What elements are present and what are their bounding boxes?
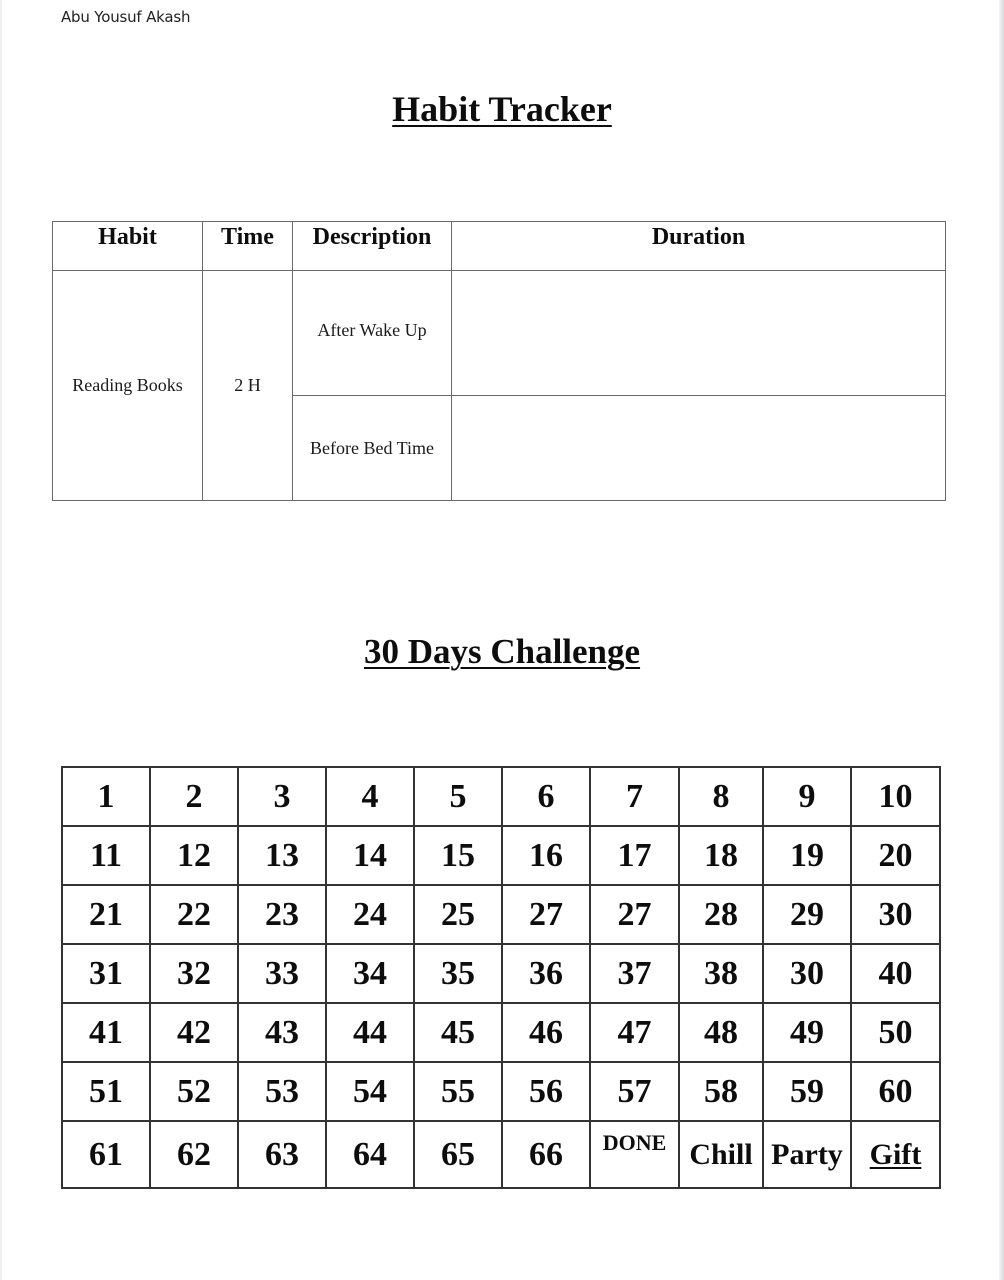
habit-name-cell: Reading Books bbox=[53, 271, 203, 501]
day-cell: 6 bbox=[502, 767, 590, 826]
day-cell: 3 bbox=[238, 767, 326, 826]
done-cell: DONE bbox=[590, 1121, 679, 1188]
habit-table bbox=[52, 221, 946, 501]
day-cell: 21 bbox=[62, 885, 150, 944]
day-cell: 60 bbox=[851, 1062, 940, 1121]
party-cell: Party bbox=[763, 1121, 851, 1188]
day-cell: 4 bbox=[326, 767, 414, 826]
description-cell: Before Bed Time bbox=[293, 396, 452, 501]
day-cell: 66 bbox=[502, 1121, 590, 1188]
day-cell: 16 bbox=[502, 826, 590, 885]
day-cell: 64 bbox=[326, 1121, 414, 1188]
day-cell: 28 bbox=[679, 885, 763, 944]
habit-time-cell: 2 H bbox=[203, 271, 293, 501]
author-name: Abu Yousuf Akash bbox=[61, 8, 191, 26]
day-cell: 19 bbox=[763, 826, 851, 885]
day-cell: 10 bbox=[851, 767, 940, 826]
day-cell: 52 bbox=[150, 1062, 238, 1121]
day-cell: 37 bbox=[590, 944, 679, 1003]
day-cell: 44 bbox=[326, 1003, 414, 1062]
header-duration: Duration bbox=[452, 222, 946, 271]
day-cell: 55 bbox=[414, 1062, 502, 1121]
day-cell: 40 bbox=[851, 944, 940, 1003]
day-cell: 29 bbox=[763, 885, 851, 944]
day-cell: 18 bbox=[679, 826, 763, 885]
day-cell: 9 bbox=[763, 767, 851, 826]
day-cell: 12 bbox=[150, 826, 238, 885]
header-habit: Habit bbox=[53, 222, 203, 271]
day-cell: 32 bbox=[150, 944, 238, 1003]
gift-cell bbox=[851, 1121, 940, 1188]
day-cell: 49 bbox=[763, 1003, 851, 1062]
day-cell: 50 bbox=[851, 1003, 940, 1062]
day-cell: 30 bbox=[763, 944, 851, 1003]
duration-cell bbox=[452, 271, 946, 396]
day-cell: 30 bbox=[851, 885, 940, 944]
day-cell: 5 bbox=[414, 767, 502, 826]
header-description: Description bbox=[293, 222, 452, 271]
day-cell: 33 bbox=[238, 944, 326, 1003]
day-cell: 38 bbox=[679, 944, 763, 1003]
description-cell: After Wake Up bbox=[293, 271, 452, 396]
day-cell: 54 bbox=[326, 1062, 414, 1121]
day-cell: 13 bbox=[238, 826, 326, 885]
day-cell: 53 bbox=[238, 1062, 326, 1121]
day-cell: 56 bbox=[502, 1062, 590, 1121]
chill-cell: Chill bbox=[679, 1121, 763, 1188]
header-time: Time bbox=[203, 222, 293, 271]
day-cell: 15 bbox=[414, 826, 502, 885]
day-cell: 48 bbox=[679, 1003, 763, 1062]
day-cell: 8 bbox=[679, 767, 763, 826]
day-cell: 34 bbox=[326, 944, 414, 1003]
day-cell: 27 bbox=[590, 885, 679, 944]
day-cell: 45 bbox=[414, 1003, 502, 1062]
day-cell: 25 bbox=[414, 885, 502, 944]
day-cell: 65 bbox=[414, 1121, 502, 1188]
habit-table-header-row bbox=[53, 222, 946, 271]
day-cell: 14 bbox=[326, 826, 414, 885]
day-cell: 2 bbox=[150, 767, 238, 826]
day-cell: 27 bbox=[502, 885, 590, 944]
challenge-row bbox=[62, 1003, 940, 1062]
day-cell: 17 bbox=[590, 826, 679, 885]
day-cell: 41 bbox=[62, 1003, 150, 1062]
day-cell: 51 bbox=[62, 1062, 150, 1121]
day-cell: 43 bbox=[238, 1003, 326, 1062]
day-cell: 46 bbox=[502, 1003, 590, 1062]
day-cell: 62 bbox=[150, 1121, 238, 1188]
day-cell: 47 bbox=[590, 1003, 679, 1062]
challenge-row bbox=[62, 885, 940, 944]
duration-cell bbox=[452, 396, 946, 501]
day-cell: 59 bbox=[763, 1062, 851, 1121]
day-cell: 24 bbox=[326, 885, 414, 944]
challenge-title: 30 Days Challenge bbox=[363, 632, 641, 671]
habit-tracker-title: Habit Tracker bbox=[392, 89, 612, 129]
day-cell: 57 bbox=[590, 1062, 679, 1121]
day-cell: 63 bbox=[238, 1121, 326, 1188]
challenge-row bbox=[62, 1062, 940, 1121]
gift-label: Gift bbox=[869, 1137, 922, 1171]
day-cell: 42 bbox=[150, 1003, 238, 1062]
day-cell: 31 bbox=[62, 944, 150, 1003]
habit-row bbox=[53, 271, 946, 396]
challenge-row bbox=[62, 767, 940, 826]
day-cell: 35 bbox=[414, 944, 502, 1003]
day-cell: 61 bbox=[62, 1121, 150, 1188]
day-cell: 58 bbox=[679, 1062, 763, 1121]
challenge-row bbox=[62, 1121, 940, 1188]
day-cell: 1 bbox=[62, 767, 150, 826]
day-cell: 7 bbox=[590, 767, 679, 826]
challenge-grid bbox=[61, 766, 941, 1189]
day-cell: 11 bbox=[62, 826, 150, 885]
day-cell: 36 bbox=[502, 944, 590, 1003]
day-cell: 20 bbox=[851, 826, 940, 885]
challenge-row bbox=[62, 944, 940, 1003]
challenge-row bbox=[62, 826, 940, 885]
day-cell: 23 bbox=[238, 885, 326, 944]
day-cell: 22 bbox=[150, 885, 238, 944]
